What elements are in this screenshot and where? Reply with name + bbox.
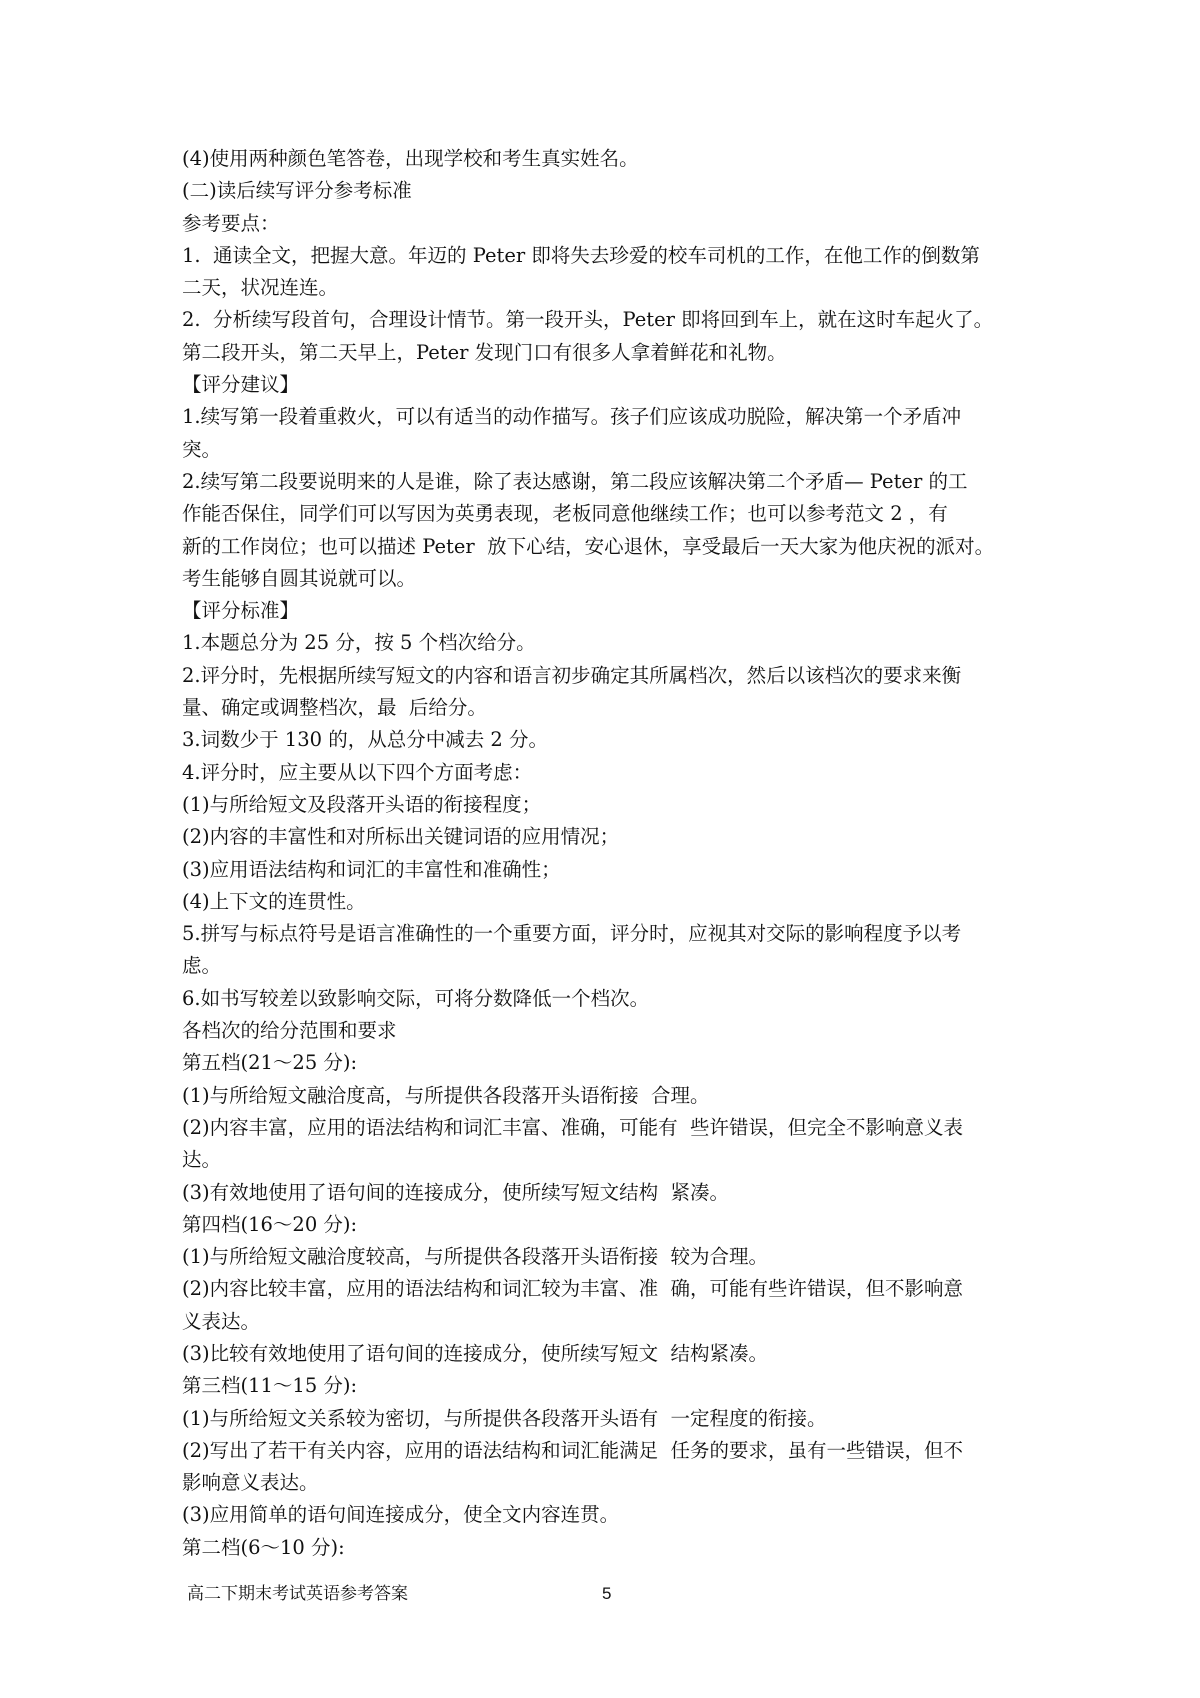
text-line: 二天，状况连连。: [182, 276, 339, 300]
text-line: 作能否保住，同学们可以写因为英勇表现，老板同意他继续工作；也可以参考范文 2 ，有: [182, 502, 948, 526]
text-line: 义表达。: [182, 1309, 261, 1333]
text-line: 2.评分时，先根据所续写短文的内容和语言初步确定其所属档次，然后以该档次的要求来衡: [182, 663, 962, 687]
text-line: 虑。: [182, 954, 222, 978]
text-line: (3)比较有效地使用了语句间的连接成分，使所续写短文 结构紧凑。: [182, 1341, 769, 1365]
text-line: 第五档(21～25 分):: [182, 1051, 358, 1075]
text-line: (4)上下文的连贯性。: [182, 889, 366, 913]
text-line: 1. 通读全文，把握大意。年迈的 Peter 即将失去珍爱的校车司机的工作，在他工作的倒数第: [182, 243, 980, 267]
text-line: (2)写出了若干有关内容，应用的语法结构和词汇能满足 任务的要求，虽有一些错误，但不: [182, 1438, 964, 1462]
text-line: 第二段开头，第二天早上，Peter 发现门口有很多人拿着鲜花和礼物。: [182, 340, 787, 364]
text-line: (3)有效地使用了语句间的连接成分，使所续写短文结构 紧凑。: [182, 1180, 730, 1204]
text-line: 新的工作岗位；也可以描述 Peter 放下心结，安心退休，享受最后一天大家为他庆祝的派对。: [182, 534, 995, 558]
text-line: 【评分建议】: [182, 373, 300, 397]
text-line: (3)应用简单的语句间连接成分，使全文内容连贯。: [182, 1503, 620, 1527]
text-line: 影响意义表达。: [182, 1471, 319, 1495]
text-line: 3.词数少于 130 的，从总分中减去 2 分。: [182, 728, 549, 752]
text-line: (1)与所给短文融洽度较高，与所提供各段落开头语衔接 较为合理。: [182, 1245, 769, 1269]
text-line: 参考要点：: [182, 211, 280, 235]
text-line: (2)内容比较丰富，应用的语法结构和词汇较为丰富、准 确，可能有些许错误，但不影响意: [182, 1277, 964, 1301]
text-line: 各档次的给分范围和要求: [182, 1019, 397, 1043]
text-line: (2)内容丰富，应用的语法结构和词汇丰富、准确，可能有 些许错误，但完全不影响意义表: [182, 1115, 964, 1139]
text-line: 4.评分时，应主要从以下四个方面考虑：: [182, 760, 533, 784]
text-line: 第三档(11～15 分):: [182, 1374, 358, 1398]
text-line: 达。: [182, 1148, 222, 1172]
text-line: 1.续写第一段着重救火，可以有适当的动作描写。孩子们应该成功脱险，解决第一个矛盾冲: [182, 405, 962, 429]
text-line: 6.如书写较差以致影响交际，可将分数降低一个档次。: [182, 986, 650, 1010]
text-line: 1.本题总分为 25 分，按 5 个档次给分。: [182, 631, 536, 655]
text-line: (4)使用两种颜色笔答卷，出现学校和考生真实姓名。: [182, 147, 639, 170]
text-line: 第四档(16～20 分):: [182, 1212, 358, 1236]
page-number: 5: [602, 1584, 612, 1603]
text-line: 考生能够自圆其说就可以。: [182, 566, 417, 590]
text-line: 2.续写第二段要说明来的人是谁，除了表达感谢，第二段应该解决第二个矛盾— Peter 的工: [182, 469, 968, 493]
text-line: (2)内容的丰富性和对所标出关键词语的应用情况；: [182, 825, 620, 849]
text-line: (二)读后续写评分参考标准: [182, 179, 412, 203]
text-line: 【评分标准】: [182, 599, 300, 623]
text-line: (3)应用语法结构和词汇的丰富性和准确性；: [182, 857, 561, 881]
footer-title: 高二下期末考试英语参考答案: [187, 1584, 408, 1604]
text-line: (1)与所给短文融洽度高，与所提供各段落开头语衔接 合理。: [182, 1083, 710, 1107]
text-line: 2. 分析续写段首句，合理设计情节。第一段开头，Peter 即将回到车上，就在这时车起火了。: [182, 308, 994, 332]
text-line: 突。: [182, 437, 222, 461]
text-line: 量、确定或调整档次，最 后给分。: [182, 696, 487, 720]
text-line: (1)与所给短文及段落开头语的衔接程度；: [182, 792, 542, 816]
text-line: 第二档(6～10 分):: [182, 1535, 345, 1559]
text-line: 5.拼写与标点符号是语言准确性的一个重要方面，评分时，应视其对交际的影响程度予以考: [182, 922, 962, 946]
text-line: (1)与所给短文关系较为密切，与所提供各段落开头语有 一定程度的衔接。: [182, 1406, 827, 1430]
document-body: [182, 143, 1027, 1564]
